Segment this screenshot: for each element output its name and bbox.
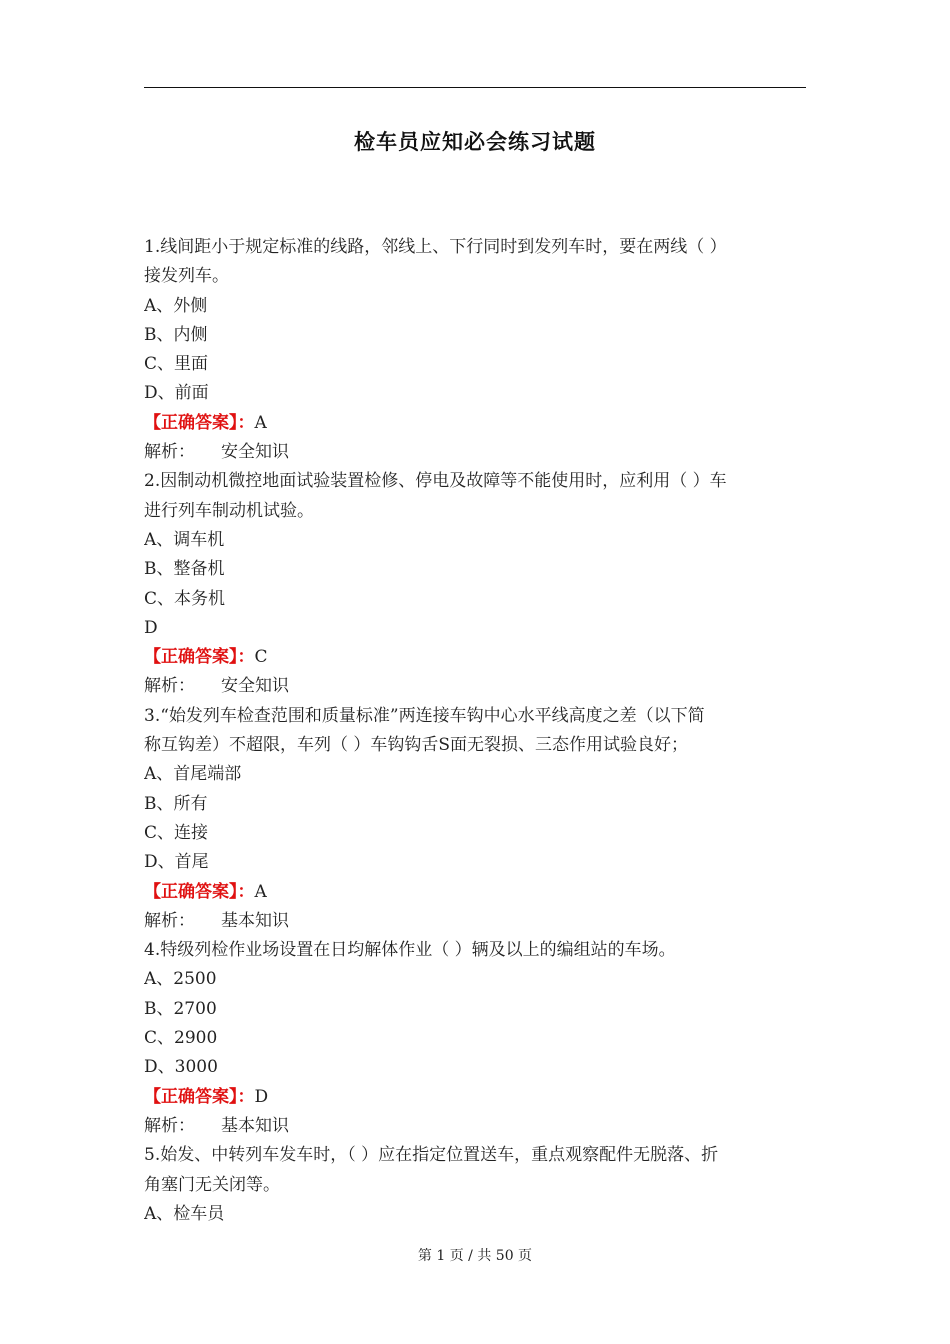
question-stem: 3.“始发列车检查范围和质量标准”两连接车钩中心水平线高度之差（以下简 [144, 705, 705, 726]
question-block [144, 467, 808, 701]
analysis-value: 基本知识 [221, 1115, 289, 1136]
question-stem: 进行列车制动机试验。 [144, 500, 314, 521]
question-stem: 接发列车。 [144, 266, 229, 287]
answer-option: B、内侧 [144, 324, 208, 345]
question-stem: 2.因制动机微控地面试验装置检修、停电及故障等不能使用时，应利用（ ）车 [144, 471, 727, 492]
correct-answer-label: 【正确答案】： [144, 412, 255, 433]
correct-answer-label: 【正确答案】： [144, 647, 255, 668]
answer-option: D、前面 [144, 383, 209, 404]
answer-option: A、2500 [144, 969, 217, 990]
question-list [144, 233, 808, 1229]
analysis-value: 基本知识 [221, 910, 289, 931]
analysis-line [144, 672, 808, 701]
question-block [144, 1141, 808, 1229]
analysis-label: 解析： [144, 910, 195, 931]
correct-answer-line [144, 643, 808, 672]
answer-option: C、连接 [144, 822, 209, 843]
answer-option: A、检车员 [144, 1203, 225, 1224]
answer-option: D、3000 [144, 1057, 218, 1078]
question-block [144, 702, 808, 936]
analysis-value: 安全知识 [221, 676, 289, 697]
correct-answer-label: 【正确答案】： [144, 1086, 255, 1107]
analysis-value: 安全知识 [221, 442, 289, 463]
document-title: 检车员应知必会练习试题 [354, 129, 596, 154]
analysis-line [144, 907, 808, 936]
header-rule [144, 87, 806, 88]
correct-answer-value: C [254, 647, 268, 668]
analysis-label: 解析： [144, 1115, 195, 1136]
correct-answer-line [144, 878, 808, 907]
question-stem: 4.特级列检作业场设置在日均解体作业（ ）辆及以上的编组站的车场。 [144, 940, 676, 961]
correct-answer-value: A [254, 881, 267, 902]
analysis-label: 解析： [144, 676, 195, 697]
question-stem: 称互钩差）不超限，车列（ ）车钩钩舌S面无裂损、三态作用试验良好； [144, 735, 689, 756]
correct-answer-label: 【正确答案】： [144, 881, 255, 902]
answer-option: A、外侧 [144, 295, 208, 316]
answer-option: C、里面 [144, 354, 209, 375]
answer-option: A、首尾端部 [144, 764, 242, 785]
answer-option: A、调车机 [144, 529, 225, 550]
correct-answer-line [144, 1083, 808, 1112]
analysis-line [144, 1112, 808, 1141]
answer-option: D [144, 617, 158, 638]
correct-answer-value: D [254, 1086, 269, 1107]
answer-option: C、本务机 [144, 588, 226, 609]
question-stem: 1.线间距小于规定标准的线路，邻线上、下行同时到发列车时，要在两线（ ） [144, 237, 727, 257]
question-stem: 角塞门无关闭等。 [144, 1174, 280, 1195]
page-footer: 第 1 页 / 共 50 页 [417, 1248, 533, 1264]
correct-answer-value: A [254, 412, 267, 433]
answer-option: B、整备机 [144, 559, 225, 580]
question-block [144, 233, 808, 467]
answer-option: C、2900 [144, 1028, 218, 1049]
analysis-line [144, 438, 808, 467]
answer-option: B、2700 [144, 998, 217, 1019]
analysis-label: 解析： [144, 442, 195, 463]
correct-answer-line [144, 409, 808, 438]
question-stem: 5.始发、中转列车发车时，（ ）应在指定位置送车，重点观察配件无脱落、折 [144, 1145, 719, 1166]
answer-option: B、所有 [144, 793, 208, 814]
answer-option: D、首尾 [144, 852, 209, 873]
question-block [144, 936, 808, 1141]
